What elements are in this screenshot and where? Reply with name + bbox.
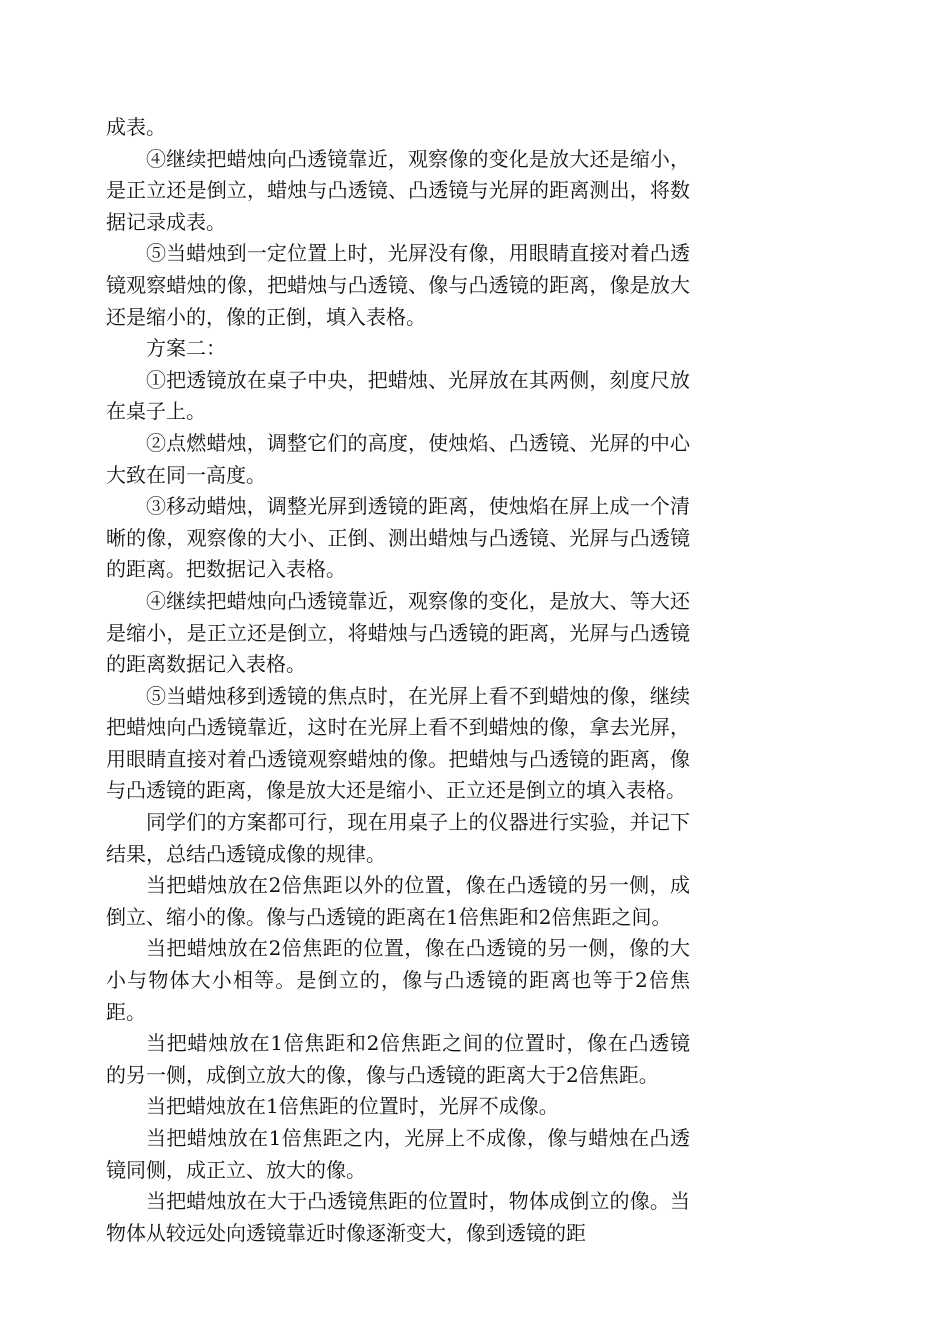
paragraph-at-f: 当把蜡烛放在1倍焦距的位置时，光屏不成像。 [146, 1094, 559, 1119]
paragraph-step-2-plan-2: ②点燃蜡烛，调整它们的高度，使烛焰、凸透镜、光屏的中心大致在同一高度。 [106, 430, 690, 487]
paragraph-step-4-plan-1: ④继续把蜡烛向凸透镜靠近，观察像的变化是放大还是缩小，是正立还是倒立，蜡烛与凸透镜、凸透镜与光屏的距离测出，将数据记录成表。 [106, 146, 690, 234]
paragraph-step-5-plan-1: ⑤当蜡烛到一定位置上时，光屏没有像，用眼睛直接对着凸透镜观察蜡烛的像，把蜡烛与凸透镜、像与凸透镜的距离，像是放大还是缩小的，像的正倒，填入表格。 [106, 241, 690, 329]
paragraph-beyond-2f: 当把蜡烛放在2倍焦距以外的位置，像在凸透镜的另一侧，成倒立、缩小的像。像与凸透镜的距离在1倍焦距和2倍焦距之间。 [106, 873, 690, 929]
paragraph-at-2f: 当把蜡烛放在2倍焦距的位置，像在凸透镜的另一侧，像的大小与物体大小相等。是倒立的，像与凸透镜的距离也等于2倍焦距。 [106, 936, 690, 1024]
paragraph-continued: 成表。 [106, 115, 166, 139]
paragraph-summary-intro: 同学们的方案都可行，现在用桌子上的仪器进行实验，并记下结果，总结凸透镜成像的规律。 [106, 810, 690, 866]
paragraph-within-f: 当把蜡烛放在1倍焦距之内，光屏上不成像，像与蜡烛在凸透镜同侧，成正立、放大的像。 [106, 1126, 690, 1182]
heading-plan-2: 方案二： [146, 336, 226, 361]
paragraph-step-3-plan-2: ③移动蜡烛，调整光屏到透镜的距离，使烛焰在屏上成一个清晰的像，观察像的大小、正倒、测出蜡烛与凸透镜、光屏与凸透镜的距离。把数据记入表格。 [106, 494, 690, 582]
paragraph-step-4-plan-2: ④继续把蜡烛向凸透镜靠近，观察像的变化，是放大、等大还是缩小，是正立还是倒立，将蜡烛与凸透镜的距离，光屏与凸透镜的距离数据记入表格。 [106, 588, 690, 677]
document-page [106, 112, 690, 1249]
paragraph-step-1-plan-2: ①把透镜放在桌子中央，把蜡烛、光屏放在其两侧，刻度尺放在桌子上。 [106, 367, 690, 424]
paragraph-step-5-plan-2: ⑤当蜡烛移到透镜的焦点时，在光屏上看不到蜡烛的像，继续把蜡烛向凸透镜靠近，这时在光屏上看不到蜡烛的像，拿去光屏，用眼睛直接对着凸透镜观察蜡烛的像。把蜡烛与凸透镜的距离，像与凸透镜的距离，像是放大还是缩小、正立还是倒立的填入表格。 [106, 683, 690, 803]
paragraph-between-f-2f: 当把蜡烛放在1倍焦距和2倍焦距之间的位置时，像在凸透镜的另一侧，成倒立放大的像，像与凸透镜的距离大于2倍焦距。 [106, 1031, 690, 1087]
paragraph-conclusion: 当把蜡烛放在大于凸透镜焦距的位置时，物体成倒立的像。当物体从较远处向透镜靠近时像逐渐变大，像到透镜的距 [106, 1189, 690, 1245]
